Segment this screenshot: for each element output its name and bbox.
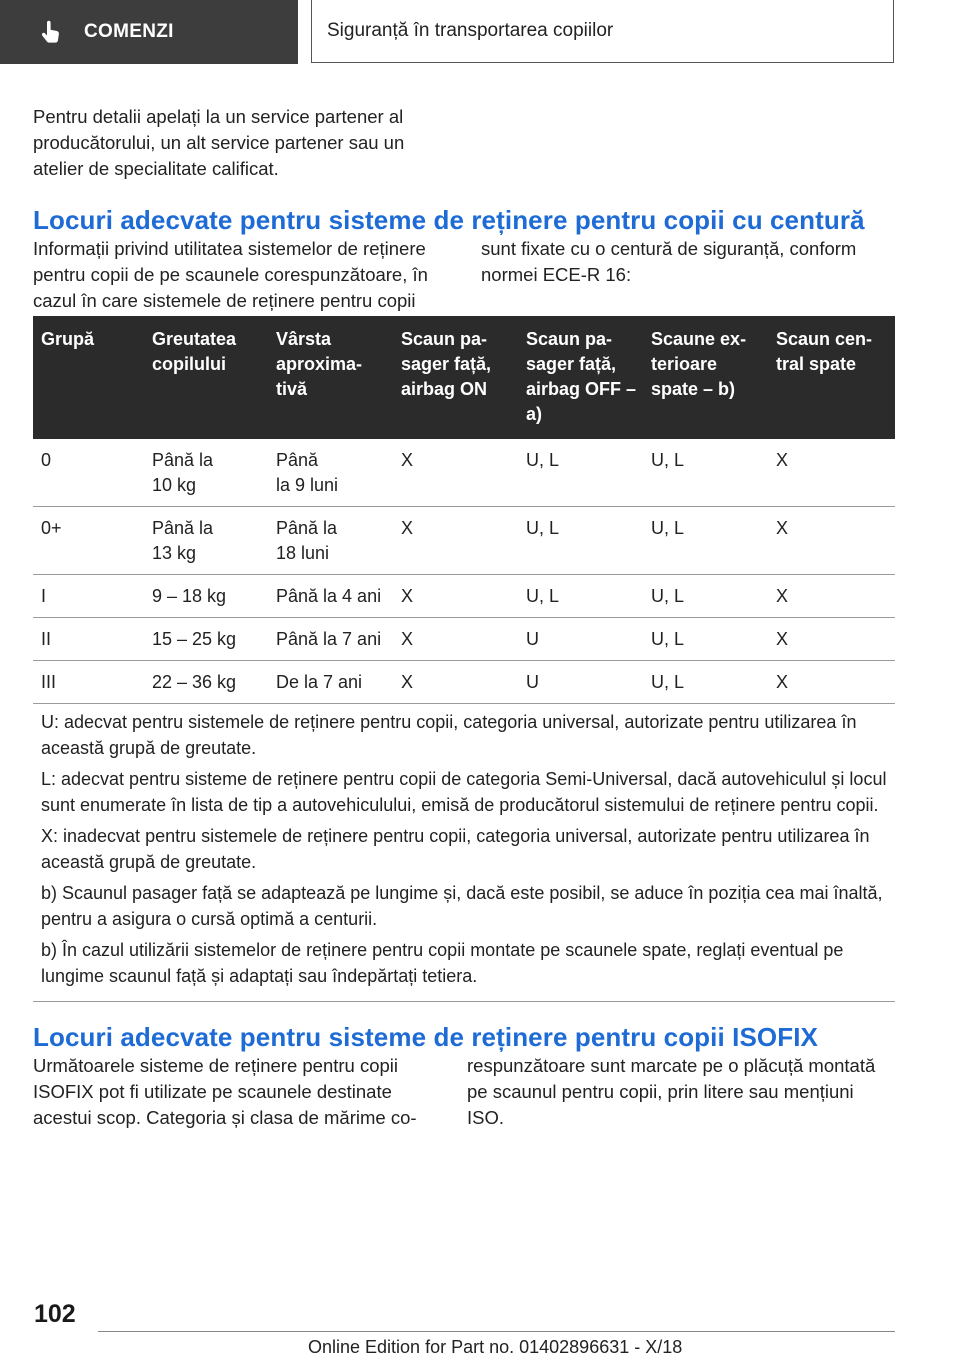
section1-col1: Informații privind utilitatea sistemelor de reținere pentru copii de pe scaunele corespunzătoare, în cazul în care sistemele de reținere pentru copii [33,238,428,311]
table-cell: U, L [518,575,643,618]
table-cell: X [768,618,895,661]
table-cell: Până la 13 kg [144,507,268,575]
table-notes [33,704,895,1002]
section2-title: Locuri adecvate pentru sisteme de reținere pentru copii ISOFIX [33,1022,818,1052]
table-cell: U, L [643,618,768,661]
table-cell: U, L [643,439,768,507]
table-cell: U, L [518,439,643,507]
col-header-weight: Greutatea copilului [144,316,268,439]
page-number: 102 [34,1300,76,1328]
table-cell: U [518,661,643,704]
table-cell: X [393,439,518,507]
table-cell: X [393,575,518,618]
section2-col2: respunzătoare sunt marcate pe o plăcuță montată pe scaunul pentru copii, prin litere sau mențiuni ISO. [467,1055,876,1128]
col-header-front-airbag-on: Scaun pasager față, airbag ON [393,316,518,439]
table-cell: Până la 10 kg [144,439,268,507]
footer-divider [98,1331,895,1332]
table-cell: X [393,507,518,575]
table-cell: Până la 9 luni [268,439,393,507]
col-header-rear-outer: Scaune exterioare spate – b) [643,316,768,439]
table-cell: 15 – 25 kg [144,618,268,661]
table-cell: 9 – 18 kg [144,575,268,618]
table-row [33,507,895,575]
table-cell: U, L [518,507,643,575]
note-b-front: b) Scaunul pasager față se adaptează pe lungime și, dacă este posibil, se aduce în poziția cea mai înaltă, pentru a asigura o cursă optimă a centurii. [41,883,883,929]
table-cell: X [393,618,518,661]
section1-title: Locuri adecvate pentru sisteme de reținere pentru copii cu centură [33,205,865,235]
intro-paragraph: Pentru detalii apelați la un service partener al producătorului, un alt service partener sau un atelier de specialitate calificat. [33,106,405,179]
table-cell: 0+ [33,507,144,575]
note-b-rear: b) În cazul utilizării sistemelor de reținere pentru copii montate pe scaunele spate, reglați eventual pe lungime scaunul față și adaptați sau îndepărtați tetiera. [41,940,844,986]
table-cell: 0 [33,439,144,507]
table-cell: X [768,661,895,704]
table-cell: U, L [643,575,768,618]
col-header-age: Vârsta aproximativă [268,316,393,439]
table-cell: Până la 7 ani [268,618,393,661]
table-row [33,618,895,661]
table-row [33,439,895,507]
table-cell: U, L [643,661,768,704]
chapter-tab-label: COMENZI [84,21,174,42]
table-body [33,439,895,704]
table-cell: 22 – 36 kg [144,661,268,704]
table-cell: Până la 4 ani [268,575,393,618]
table-cell: Până la 18 luni [268,507,393,575]
child-seat-table [33,316,895,1002]
col-header-front-airbag-off: Scaun pasager față, airbag OFF – a) [518,316,643,439]
table-cell: U, L [643,507,768,575]
table-cell: X [393,661,518,704]
chapter-tab-comenzi[interactable] [0,0,298,64]
section1-col2: sunt fixate cu o centură de siguranță, conform normei ECE-R 16: [481,238,857,285]
table-cell: III [33,661,144,704]
table-row [33,661,895,704]
table-cell: X [768,507,895,575]
notes-row [33,704,895,1002]
page-header [0,0,960,66]
table-cell: II [33,618,144,661]
note-l: L: adecvat pentru sisteme de reținere pentru copii de categoria Semi-Universal, dacă autovehiculul și locul sunt enumerate în lista de tip a autovehiculului, emisă de producătorul sistemului de reținere pentru copii. [41,769,887,815]
note-x: X: inadecvat pentru sistemele de reținere pentru copii, categoria universal, autorizate pentru utilizarea în această grupă de greutate. [41,826,870,872]
hand-pointer-icon [38,19,64,45]
table-cell: X [768,575,895,618]
table-row [33,575,895,618]
table-cell: X [768,439,895,507]
section2-col1: Următoarele sisteme de reținere pentru copii ISOFIX pot fi utilizate pe scaunele destinate acestui scop. Categoria și clasa de mărime co- [33,1055,417,1128]
col-header-rear-center: Scaun central spate [768,316,895,439]
footer-edition: Online Edition for Part no. 01402896631 - X/18 [308,1337,683,1357]
table-cell: I [33,575,144,618]
section-tab[interactable] [311,0,894,63]
section-tab-label: Siguranță în transportarea copiilor [327,20,614,41]
note-u: U: adecvat pentru sistemele de reținere pentru copii, categoria universal, autorizate pentru utilizarea în această grupă de greutate. [41,712,857,758]
table-header-row [33,316,895,439]
col-header-group: Grupă [33,316,144,439]
table-cell: U [518,618,643,661]
table-cell: De la 7 ani [268,661,393,704]
